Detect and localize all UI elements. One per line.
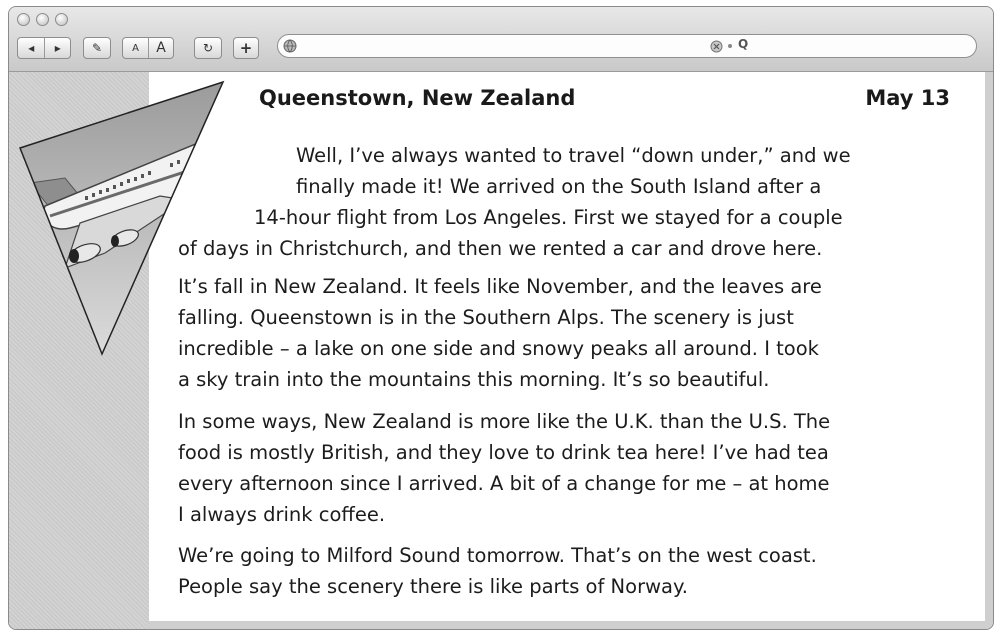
- reload-button[interactable]: [195, 38, 221, 58]
- back-arrow-icon: ◂: [28, 41, 35, 55]
- search-field[interactable]: [738, 37, 748, 51]
- post-title: Queenstown, New Zealand: [259, 86, 576, 110]
- paragraph-line: It’s fall in New Zealand. It feels like November, and the leaves are: [178, 275, 822, 298]
- paragraph-3: [178, 406, 830, 530]
- forward-arrow-icon: ▸: [54, 41, 61, 55]
- paragraph-line: In some ways, New Zealand is more like the U.K. than the U.S. The: [178, 410, 831, 433]
- title-bar: [9, 7, 993, 72]
- paragraph-line: finally made it! We arrived on the South Island after a: [296, 175, 822, 198]
- address-bar: [277, 34, 977, 58]
- url-input[interactable]: [302, 38, 706, 56]
- edit-button-group: [83, 37, 111, 59]
- paragraph-line: every afternoon since I arrived. A bit of a change for me – at home: [178, 472, 830, 495]
- forward-button[interactable]: [44, 38, 70, 58]
- close-window-button[interactable]: [17, 13, 30, 26]
- paragraph-4: [178, 540, 817, 602]
- back-button[interactable]: [18, 38, 44, 58]
- paragraph-line: People say the scenery there is like parts of Norway.: [178, 575, 688, 598]
- separator-dot: [728, 44, 732, 48]
- reload-icon: ↻: [202, 41, 214, 55]
- paragraph-2: [178, 271, 822, 395]
- globe-icon: [283, 39, 297, 53]
- text-larger-label: A: [156, 40, 166, 56]
- paragraph-line: falling. Queenstown is in the Southern Alps. The scenery is just: [178, 306, 794, 329]
- paragraph-line: 14-hour flight from Los Angeles. First we stayed for a couple: [254, 206, 843, 229]
- text-size-buttons: [122, 37, 174, 59]
- paragraph-line: food is mostly British, and they love to drink tea here! I’ve had tea: [178, 441, 829, 464]
- text-smaller-button[interactable]: [123, 38, 148, 58]
- edit-button[interactable]: [84, 38, 110, 58]
- reload-button-group: [194, 37, 222, 59]
- paragraph-line: a sky train into the mountains this morning. It’s so beautiful.: [178, 368, 770, 391]
- zoom-window-button[interactable]: [55, 13, 68, 26]
- paragraph-line: Well, I’ve always wanted to travel “down under,” and we: [296, 144, 851, 167]
- minimize-window-button[interactable]: [36, 13, 49, 26]
- pencil-icon: ✎: [91, 41, 103, 55]
- paragraph-line: incredible – a lake on one side and snowy peaks all around. I took: [178, 337, 819, 360]
- plus-icon: +: [239, 39, 253, 57]
- stop-loading-icon[interactable]: [710, 40, 723, 53]
- text-larger-button[interactable]: [148, 38, 173, 58]
- paragraph-line: We’re going to Milford Sound tomorrow. That’s on the west coast.: [178, 544, 817, 567]
- paragraph-line: I always drink coffee.: [178, 503, 386, 526]
- search-icon: Q: [738, 37, 749, 51]
- add-bookmark-button[interactable]: [234, 38, 258, 58]
- paragraph-1: [178, 140, 851, 264]
- paragraph-line: of days in Christchurch, and then we rented a car and drove here.: [178, 237, 823, 260]
- post-date: May 13: [865, 86, 950, 110]
- new-tab-button-group: [233, 37, 259, 59]
- navigation-buttons: [17, 37, 71, 59]
- text-smaller-label: A: [132, 42, 139, 54]
